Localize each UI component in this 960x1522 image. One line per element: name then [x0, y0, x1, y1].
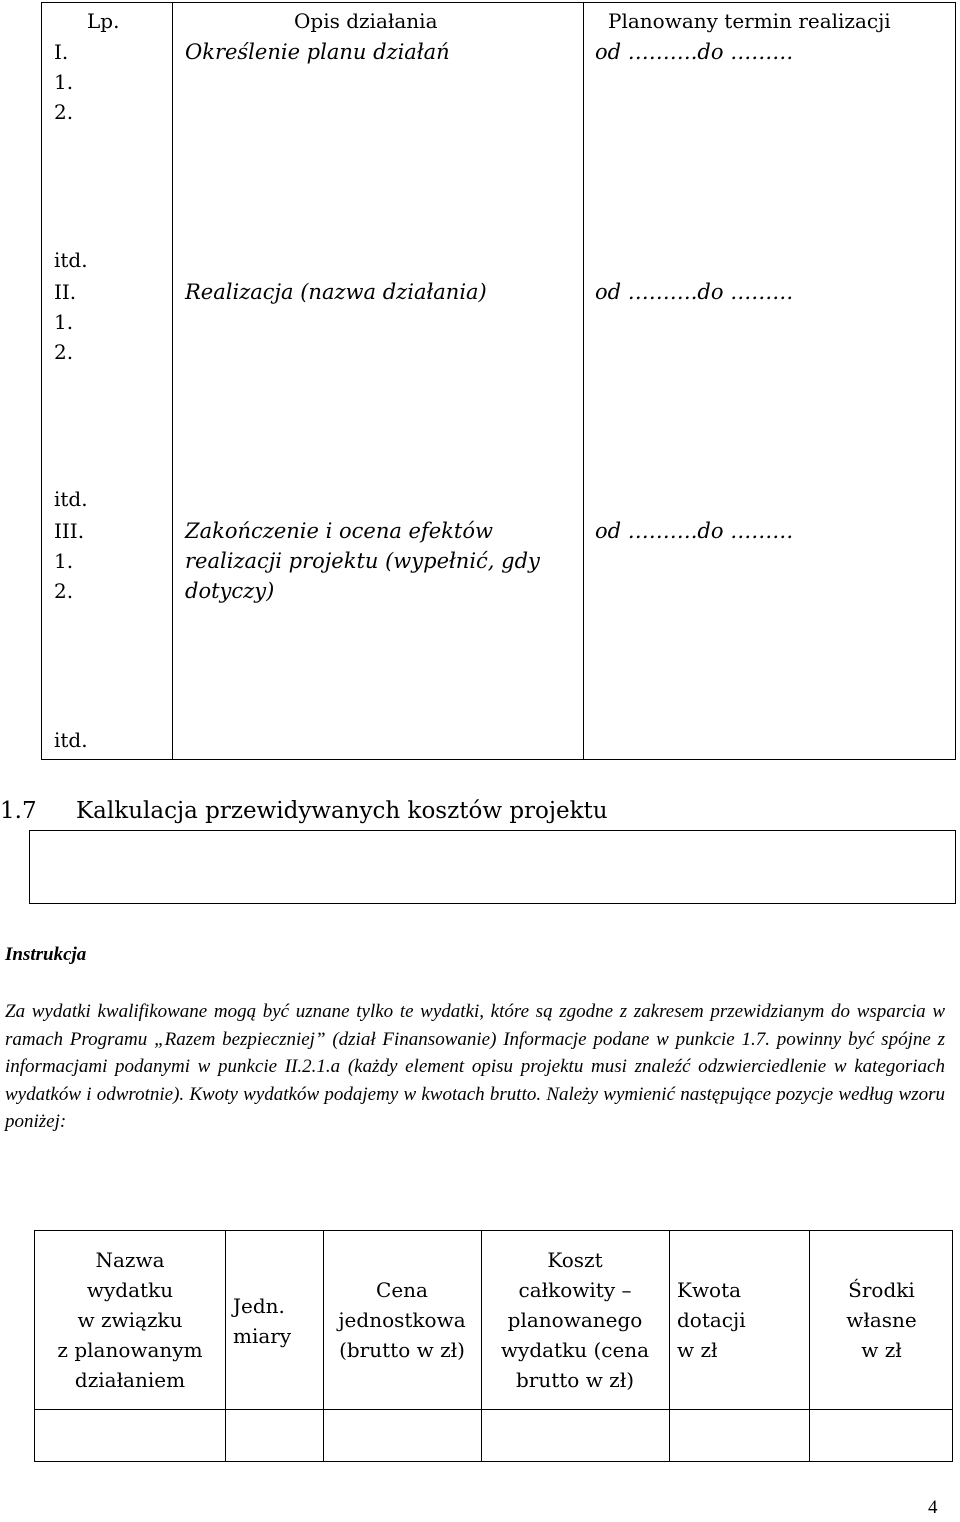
section-title: Kalkulacja przewidywanych kosztów projektu	[76, 798, 608, 824]
cost-header-nazwa: Nazwa wydatku w związku z planowanym działaniem	[57, 1248, 203, 1392]
lp-label: 1.	[54, 549, 74, 573]
lp-label: 1.	[54, 310, 74, 334]
lp-itd: itd.	[54, 248, 88, 272]
schedule-table	[41, 2, 956, 760]
termin-cell: od ……….do ………	[595, 40, 794, 64]
lp-itd: itd.	[54, 728, 88, 752]
termin-cell: od ……….do ………	[595, 519, 794, 543]
lp-group-3	[54, 516, 84, 606]
lp-label: 1.	[54, 70, 74, 94]
header-termin: Planowany termin realizacji	[608, 9, 891, 33]
cost-header-dotacja: Kwota dotacji w zł	[677, 1278, 746, 1362]
lp-group-1	[54, 37, 73, 127]
lp-label: 2.	[54, 340, 74, 364]
cost-table	[34, 1230, 953, 1462]
lp-label: III.	[54, 519, 85, 543]
column-divider	[172, 3, 173, 759]
opis-cell: Określenie planu działań	[185, 40, 450, 64]
opis-cell: Zakończenie i ocena efektów realizacji projektu (wypełnić, gdy dotyczy)	[185, 519, 540, 603]
row-divider	[35, 1409, 952, 1410]
column-divider	[583, 3, 584, 759]
header-opis: Opis działania	[294, 9, 438, 33]
instructions-heading: Instrukcja	[5, 944, 87, 965]
lp-label: II.	[54, 280, 77, 304]
lp-itd: itd.	[54, 487, 88, 511]
lp-group-2	[54, 277, 76, 367]
lp-label: 2.	[54, 579, 74, 603]
cost-header-srodki: Środki własne w zł	[846, 1278, 917, 1362]
lp-label: 2.	[54, 100, 74, 124]
opis-cell: Realizacja (nazwa działania)	[185, 280, 487, 304]
termin-cell: od ……….do ………	[595, 280, 794, 304]
cost-header-jednostka: Jedn. miary	[233, 1294, 292, 1348]
section-number: 1.7	[0, 798, 37, 824]
page-number: 4	[928, 1497, 938, 1518]
cost-header-koszt: Koszt całkowity – planowanego wydatku (cena brutto w zł)	[500, 1248, 650, 1392]
instructions-body: Za wydatki kwalifikowane mogą być uznane tylko te wydatki, które są zgodne z zakresem przewidzianym do wsparcia w ramach Programu „Razem bezpieczniej” (dział Finansowanie) Informacje podane w punkcie 1.7. powinny być spójne z informacjami podanymi w punkcie II.2.1.a (każdy element opisu projektu musi znaleźć odzwierciedlenie w kategoriach wydatków i odwrotnie). Kwoty wydatków podajemy w kwotach brutto. Należy wymienić następujące pozycje według wzoru poniżej:	[5, 1001, 945, 1133]
cost-header-cena: Cena jednostkowa (brutto w zł)	[338, 1278, 466, 1362]
cost-description-field[interactable]	[29, 830, 956, 904]
lp-label: I.	[54, 40, 69, 64]
header-lp: Lp.	[87, 9, 120, 33]
